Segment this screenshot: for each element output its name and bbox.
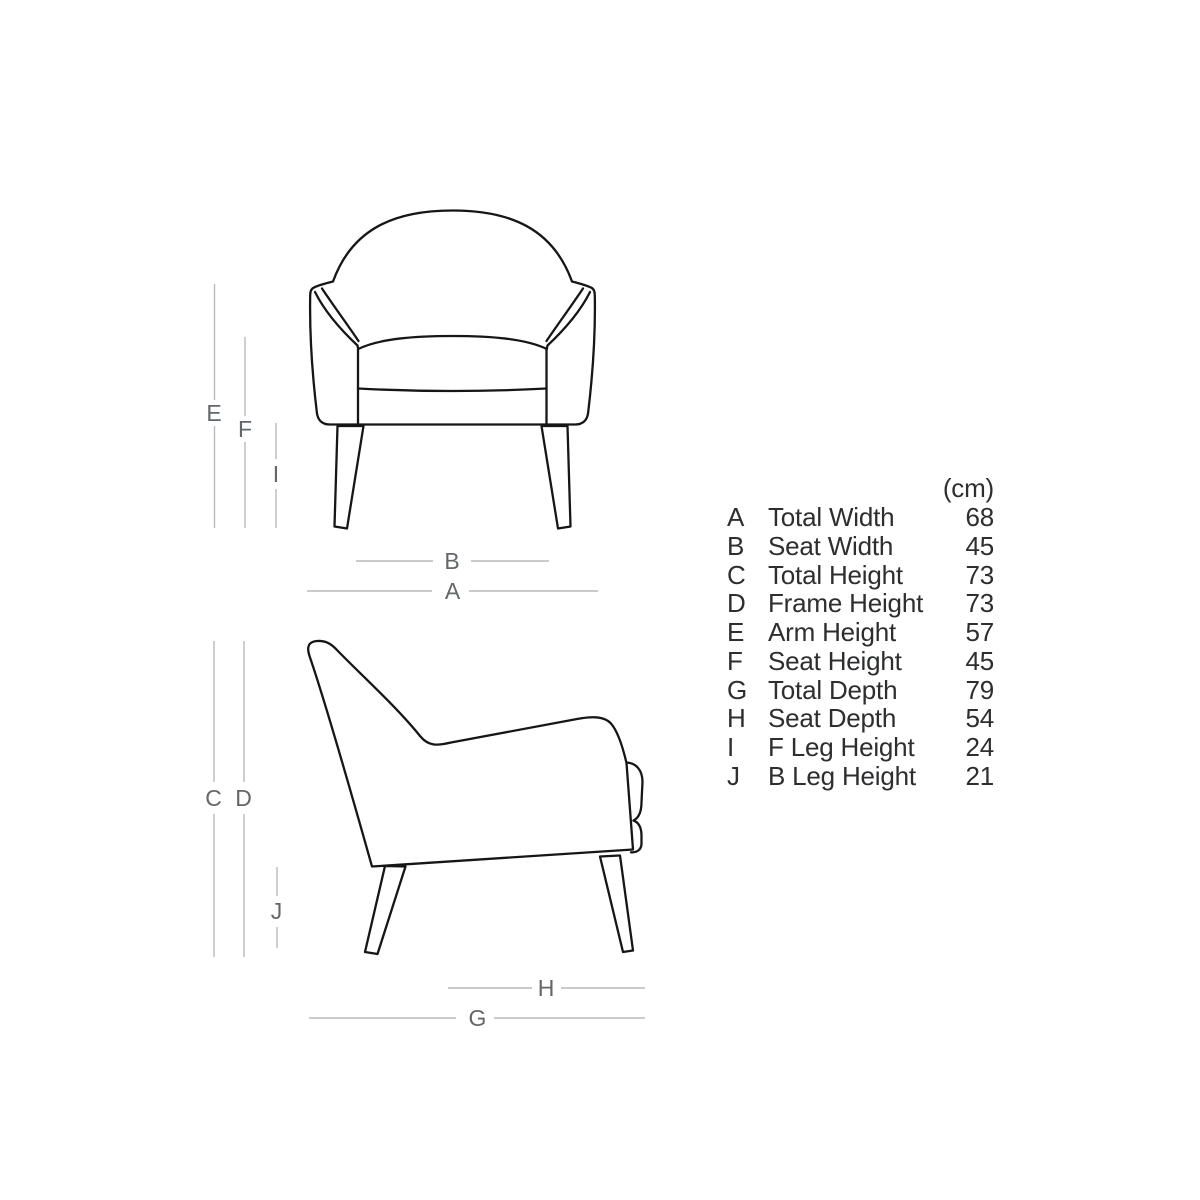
table-row: [727, 561, 994, 590]
dim-label-J: J: [270, 898, 283, 924]
row-letter: F: [727, 645, 743, 676]
front-body-outline: [310, 211, 595, 425]
row-letter: B: [727, 530, 745, 561]
side-body-outline: [308, 641, 633, 867]
row-value: 73: [965, 559, 994, 590]
dim-label-I: I: [272, 461, 280, 487]
dim-label-A: A: [444, 578, 461, 604]
table-row: [727, 503, 994, 532]
dim-label-H: H: [537, 975, 555, 1001]
row-value: 45: [965, 645, 994, 676]
row-name: Arm Height: [768, 617, 897, 648]
table-row: [727, 762, 994, 791]
front-view-drawing: [310, 211, 595, 529]
dim-label-E: E: [206, 400, 222, 426]
table-row: [727, 705, 994, 734]
table-row: [727, 589, 994, 618]
side-view-drawing: [308, 641, 642, 954]
row-value: 79: [965, 674, 994, 705]
row-name: Seat Height: [768, 645, 902, 676]
row-value: 57: [965, 617, 994, 648]
dim-label-B: B: [444, 548, 460, 574]
table-row: [727, 676, 994, 705]
dim-label-G: G: [468, 1005, 487, 1031]
table-row: [727, 733, 994, 762]
row-letter: D: [727, 588, 746, 619]
row-value: 73: [965, 588, 994, 619]
row-letter: C: [727, 559, 746, 590]
row-name: Total Width: [768, 501, 895, 532]
table-row: [727, 532, 994, 561]
side-front-leg: [365, 866, 406, 954]
unit-header: (cm): [942, 473, 994, 503]
dim-label-F: F: [237, 416, 253, 442]
table-row: [727, 647, 994, 676]
row-value: 21: [965, 761, 994, 792]
row-letter: J: [727, 761, 740, 792]
row-letter: A: [727, 501, 745, 532]
row-name: F Leg Height: [768, 732, 915, 763]
side-back-leg: [600, 856, 633, 953]
row-name: Frame Height: [768, 588, 924, 619]
row-letter: I: [727, 732, 735, 763]
front-right-leg: [542, 426, 571, 529]
row-name: Seat Depth: [768, 703, 897, 734]
row-letter: G: [727, 674, 748, 705]
row-value: 24: [965, 732, 994, 763]
row-letter: E: [727, 617, 745, 648]
table-row: [727, 618, 994, 647]
row-value: 45: [965, 530, 994, 561]
dimension-table: [727, 474, 994, 791]
dim-label-D: D: [235, 785, 252, 811]
row-letter: H: [727, 703, 746, 734]
row-name: Total Depth: [768, 674, 898, 705]
row-name: Total Height: [768, 559, 903, 590]
row-name: B Leg Height: [768, 761, 916, 792]
row-name: Seat Width: [768, 530, 894, 561]
front-left-leg: [335, 426, 364, 529]
row-value: 68: [965, 501, 994, 532]
dim-label-C: C: [205, 785, 222, 811]
row-value: 54: [965, 703, 994, 734]
